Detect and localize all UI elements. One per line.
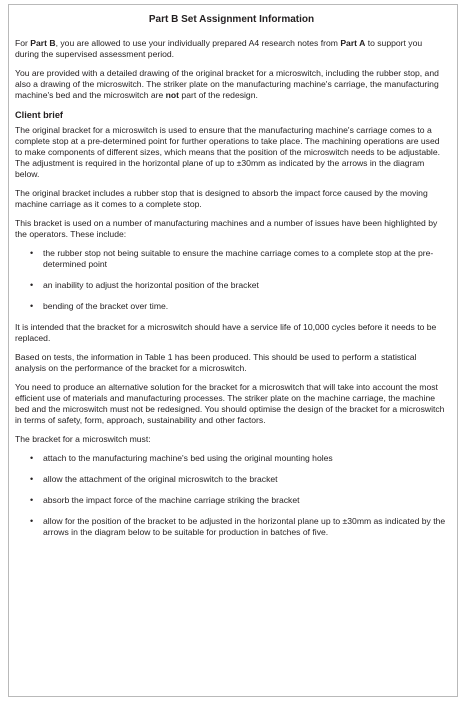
intro-part-a: Part A [340, 38, 366, 48]
client-brief-heading: Client brief [15, 110, 63, 120]
provided-text-1: You are provided with a detailed drawing of the original bracket for a microswitch, including the rubber stop, and also a drawing of the microswitch. The striker plate on the manufacturing machine's carriage, the manufacturing machine's bed and the microswitch are [15, 68, 439, 100]
brief-paragraph-purpose: The original bracket for a microswitch is used to ensure that the manufacturing machine's carriage comes to a complete stop at a pre-determined point for further operations to take place. The machining operations are used to make components of different sizes, which means that the position of the microswitch needs to be adjustable. The adjustment is required in the horizontal plane of up to ±30mm as indicated by the arrows in the diagram below. [15, 125, 440, 179]
provided-paragraph [15, 68, 448, 101]
intro-text-3: to support you during the supervised assessment period. [15, 38, 423, 59]
requirement-item: • allow for the position of the bracket to be adjusted in the horizontal plane up to ±30mm as indicated by the arrows in the diagram below to be suitable for production in batches of five. [15, 516, 448, 538]
provided-not: not [165, 90, 180, 100]
issues-list [15, 248, 448, 312]
brief-paragraph-table-1: Based on tests, the information in Table 1 has been produced. This should be used to perform a statistical analysis on the performance of the bracket for a microswitch. [15, 352, 417, 373]
issue-item: • the rubber stop not being suitable to ensure the machine carriage comes to a complete stop at the pre-determined point [15, 248, 448, 270]
issue-item: • bending of the bracket over time. [15, 301, 448, 312]
brief-paragraph-service-life: It is intended that the bracket for a microswitch should have a service life of 10,000 cycles before it needs to be replaced. [15, 322, 437, 343]
page-title: Part B Set Assignment Information [148, 14, 315, 25]
provided-text-2: part of the redesign. [179, 90, 258, 100]
issue-item: • an inability to adjust the horizontal position of the bracket [15, 280, 448, 291]
requirement-item: • absorb the impact force of the machine carriage striking the bracket [15, 495, 448, 506]
brief-paragraph-rubber-stop: The original bracket includes a rubber stop that is designed to absorb the impact force caused by the moving machine carriage as it comes to a complete stop. [15, 188, 428, 209]
requirements-list [15, 453, 448, 538]
assignment-page [8, 4, 458, 697]
brief-paragraph-issues-intro: This bracket is used on a number of manufacturing machines and a number of issues have been highlighted by the operators. These include: [15, 218, 438, 239]
requirement-item: • attach to the manufacturing machine's bed using the original mounting holes [15, 453, 448, 464]
requirement-item: • allow the attachment of the original microswitch to the bracket [15, 474, 448, 485]
intro-paragraph [15, 38, 448, 60]
intro-part-b: Part B [30, 38, 56, 48]
intro-text-1: For [15, 38, 31, 48]
brief-paragraph-alternative-solution: You need to produce an alternative solution for the bracket for a microswitch that will take into account the most efficient use of materials and manufacturing processes. The striker plate on the machine carriage, the machine bed and the microswitch must not be redesigned. You should optimise the design of the bracket for a microswitch in terms of safety, form, approach, sustainability and other factors. [15, 382, 445, 425]
brief-paragraph-must: The bracket for a microswitch must: [15, 434, 151, 444]
intro-text-2: , you are allowed to use your individually prepared A4 research notes from [55, 38, 341, 48]
